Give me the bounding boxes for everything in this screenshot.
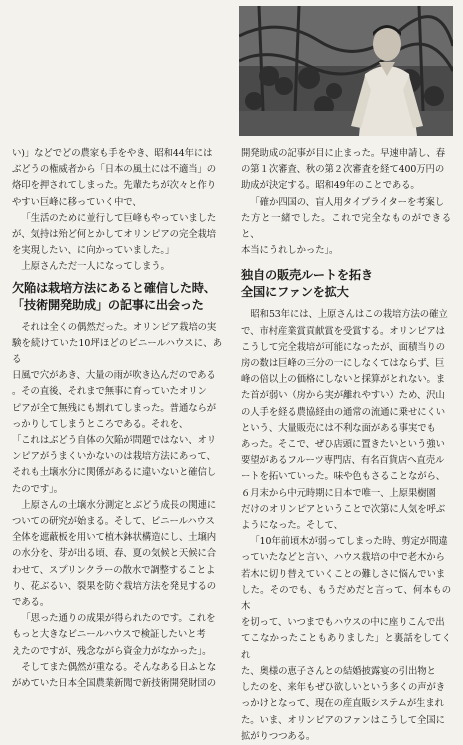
farmer-photo xyxy=(239,6,453,136)
body-line: したのを、来年もぜひ欲しいという多くの声がき xyxy=(241,682,446,694)
body-line: 峰の倍以上の価格にしないと採算がとれない。ま xyxy=(241,374,446,386)
body-line: やすい巨峰に移っていく中で、 xyxy=(12,196,142,208)
body-line: 拡がりつつある。 xyxy=(241,730,316,742)
body-line: 要望があるフルーツ専門店、有名百貨店へ直売ル xyxy=(241,455,445,467)
body-line: ンピアがうまくいかないのは栽培方法にあって、 xyxy=(12,451,216,463)
heading-line: 独自の販売ルートを拓き xyxy=(241,268,373,283)
body-line: 烙印を押されてしまった。先輩たちが次々と作り xyxy=(12,180,217,192)
body-line: 上原さんの土壌水分測定とぶどう成長の関連に xyxy=(21,499,217,511)
body-line: を切って、いつまでもハウスの中に座りこんで出 xyxy=(241,617,445,629)
heading-line: 「技術開発助成」の記事に出会った xyxy=(12,297,204,312)
body-line: 若木に切り替えていくことの難しさに悩んでいま xyxy=(241,568,446,580)
photo-image xyxy=(239,6,453,136)
body-line: 房の数は巨峰の三分の一にしなくてはならず、巨 xyxy=(241,358,445,370)
body-line: の人手を経る農協経由の通常の流通に乗せにくい xyxy=(241,406,446,418)
body-line: の第１次審査、秋の第２次審査を経て400万円の xyxy=(241,164,445,176)
body-line: 「生活のために並行して巨峰もやっていました xyxy=(21,212,217,224)
body-line: 開発助成の記事が目に止まった。早速申請し、春 xyxy=(241,148,446,159)
body-line: た首が弱い（房から実が離れやすい）ため、沢山 xyxy=(241,390,445,402)
body-line: ６月末から中元時期に日本で唯一、上原果樹園 xyxy=(241,487,436,499)
body-line: た、奥様の恵子さんとの結婚披露宴の引出物と xyxy=(241,665,436,677)
body-line: を実現したい、に向かっていました。」 xyxy=(12,245,175,257)
body-line: 助成が決定する。昭和49年のことである。 xyxy=(241,180,420,192)
body-line: 「思った通りの成果が得られたのです。これを xyxy=(21,613,216,625)
body-line: あった。そこで、ぜひ店頭に置きたいという強い xyxy=(241,439,445,451)
body-line: だけのオリンピアということで次第に人気を呼ぶ xyxy=(241,503,446,515)
body-line: ぶどうの権威者から「日本の風土には不適当」の xyxy=(12,164,217,176)
body-line: わせて、スプリンクラーの散水で調整することよ xyxy=(12,564,216,576)
body-line: という、大量販売には不利な面がある事実でも xyxy=(241,422,436,434)
body-line: た方と一緒でした。これで完全なものができると、 xyxy=(241,212,451,241)
right-column xyxy=(241,146,451,745)
body-line: が、気持は殆ど何とかしてオリンピアの完全栽培 xyxy=(12,229,217,241)
body-line: それも土壌水分に関係があるに違いないと確信し xyxy=(12,467,217,479)
body-line: 全体を遮蔽板を用いて植木鉢状構造にし、土壌内 xyxy=(12,532,217,544)
body-line: えたのですが、残念ながら資金力がなかった」。 xyxy=(12,645,212,657)
body-line: がめていた日本全国農業新聞で新技術開発財団の xyxy=(12,678,217,690)
body-line: た。いま、オリンピアのファンはこうして全国に xyxy=(241,714,445,726)
body-line: い)」などでどの農家も手をやき、昭和44年には xyxy=(12,148,213,159)
body-line: 験を続けていた10坪ほどのビニールハウスに、ある xyxy=(12,337,222,366)
body-line: り、花ぶるい、裂果を防ぐ栽培方法を発見するの xyxy=(12,580,217,592)
body-line: ピアが全て無残にも割れてしまった。普通ならが xyxy=(12,402,217,414)
body-line: である。 xyxy=(12,597,50,609)
body-line: で、市村産業賞貢献賞を受賞する。オリンピアは xyxy=(241,325,445,337)
heading-line: 全国にファンを拡大 xyxy=(241,285,349,300)
body-line: そしてまた偶然が重なる。そんなある日ふとな xyxy=(21,661,217,673)
heading-line: 欠陥は栽培方法にあると確信した時、 xyxy=(12,280,216,295)
body-line: ようになった。そして、 xyxy=(241,520,343,532)
body-line: 「確か四国の、盲人用タイプライターを考案し xyxy=(250,196,445,208)
body-line: こうして完全栽培が可能になったが、面積当りの xyxy=(241,341,446,353)
body-line: っかりしてしまうところである。それを、 xyxy=(12,418,189,430)
section-heading xyxy=(12,280,222,314)
body-line: 本当にうれしかった」。 xyxy=(241,245,339,257)
body-line: 昭和53年には、上原さんはこの栽培方法の確立 xyxy=(250,309,448,321)
body-line: の水分を、芽が出る頃、春、夏の気候と天候に合 xyxy=(12,548,217,560)
body-line: 日風で穴があき、大量の雨が吹き込んだのである xyxy=(12,370,216,382)
body-line: 「これはぶどう自体の欠陥が問題ではない、オリ xyxy=(12,435,217,447)
body-line: たのです」。 xyxy=(12,483,63,495)
body-line: っていたなどと言い、ハウス栽培の中で老木から xyxy=(241,552,445,564)
body-line: 。その直後、それまで無事に育っていたオリン xyxy=(12,386,207,398)
body-line: もっと大きなビニールハウスで検証したいと考 xyxy=(12,629,206,641)
body-line: した。そのでも、もうだめだと言って、何本もの木 xyxy=(241,584,451,613)
body-line: てこなかったこともありました」と裏話をしてくれ xyxy=(241,633,451,661)
section-heading xyxy=(241,267,451,301)
body-line: 「10年前頃木が弱ってしまった時、剪定が間違 xyxy=(250,536,448,548)
body-line: それは全くの偶然だった。オリンピア栽培の実 xyxy=(21,321,217,333)
left-column xyxy=(12,146,222,692)
body-line: 上原さんただ一人になってしまう。 xyxy=(21,261,170,273)
body-line: っかけとなって、現在の産直販システムが生まれ xyxy=(241,698,444,710)
body-line: ートを拓いていった。味や色もさることながら、 xyxy=(241,471,446,483)
body-line: ついての研究が始まる。そして、ビニールハウス xyxy=(12,516,215,528)
